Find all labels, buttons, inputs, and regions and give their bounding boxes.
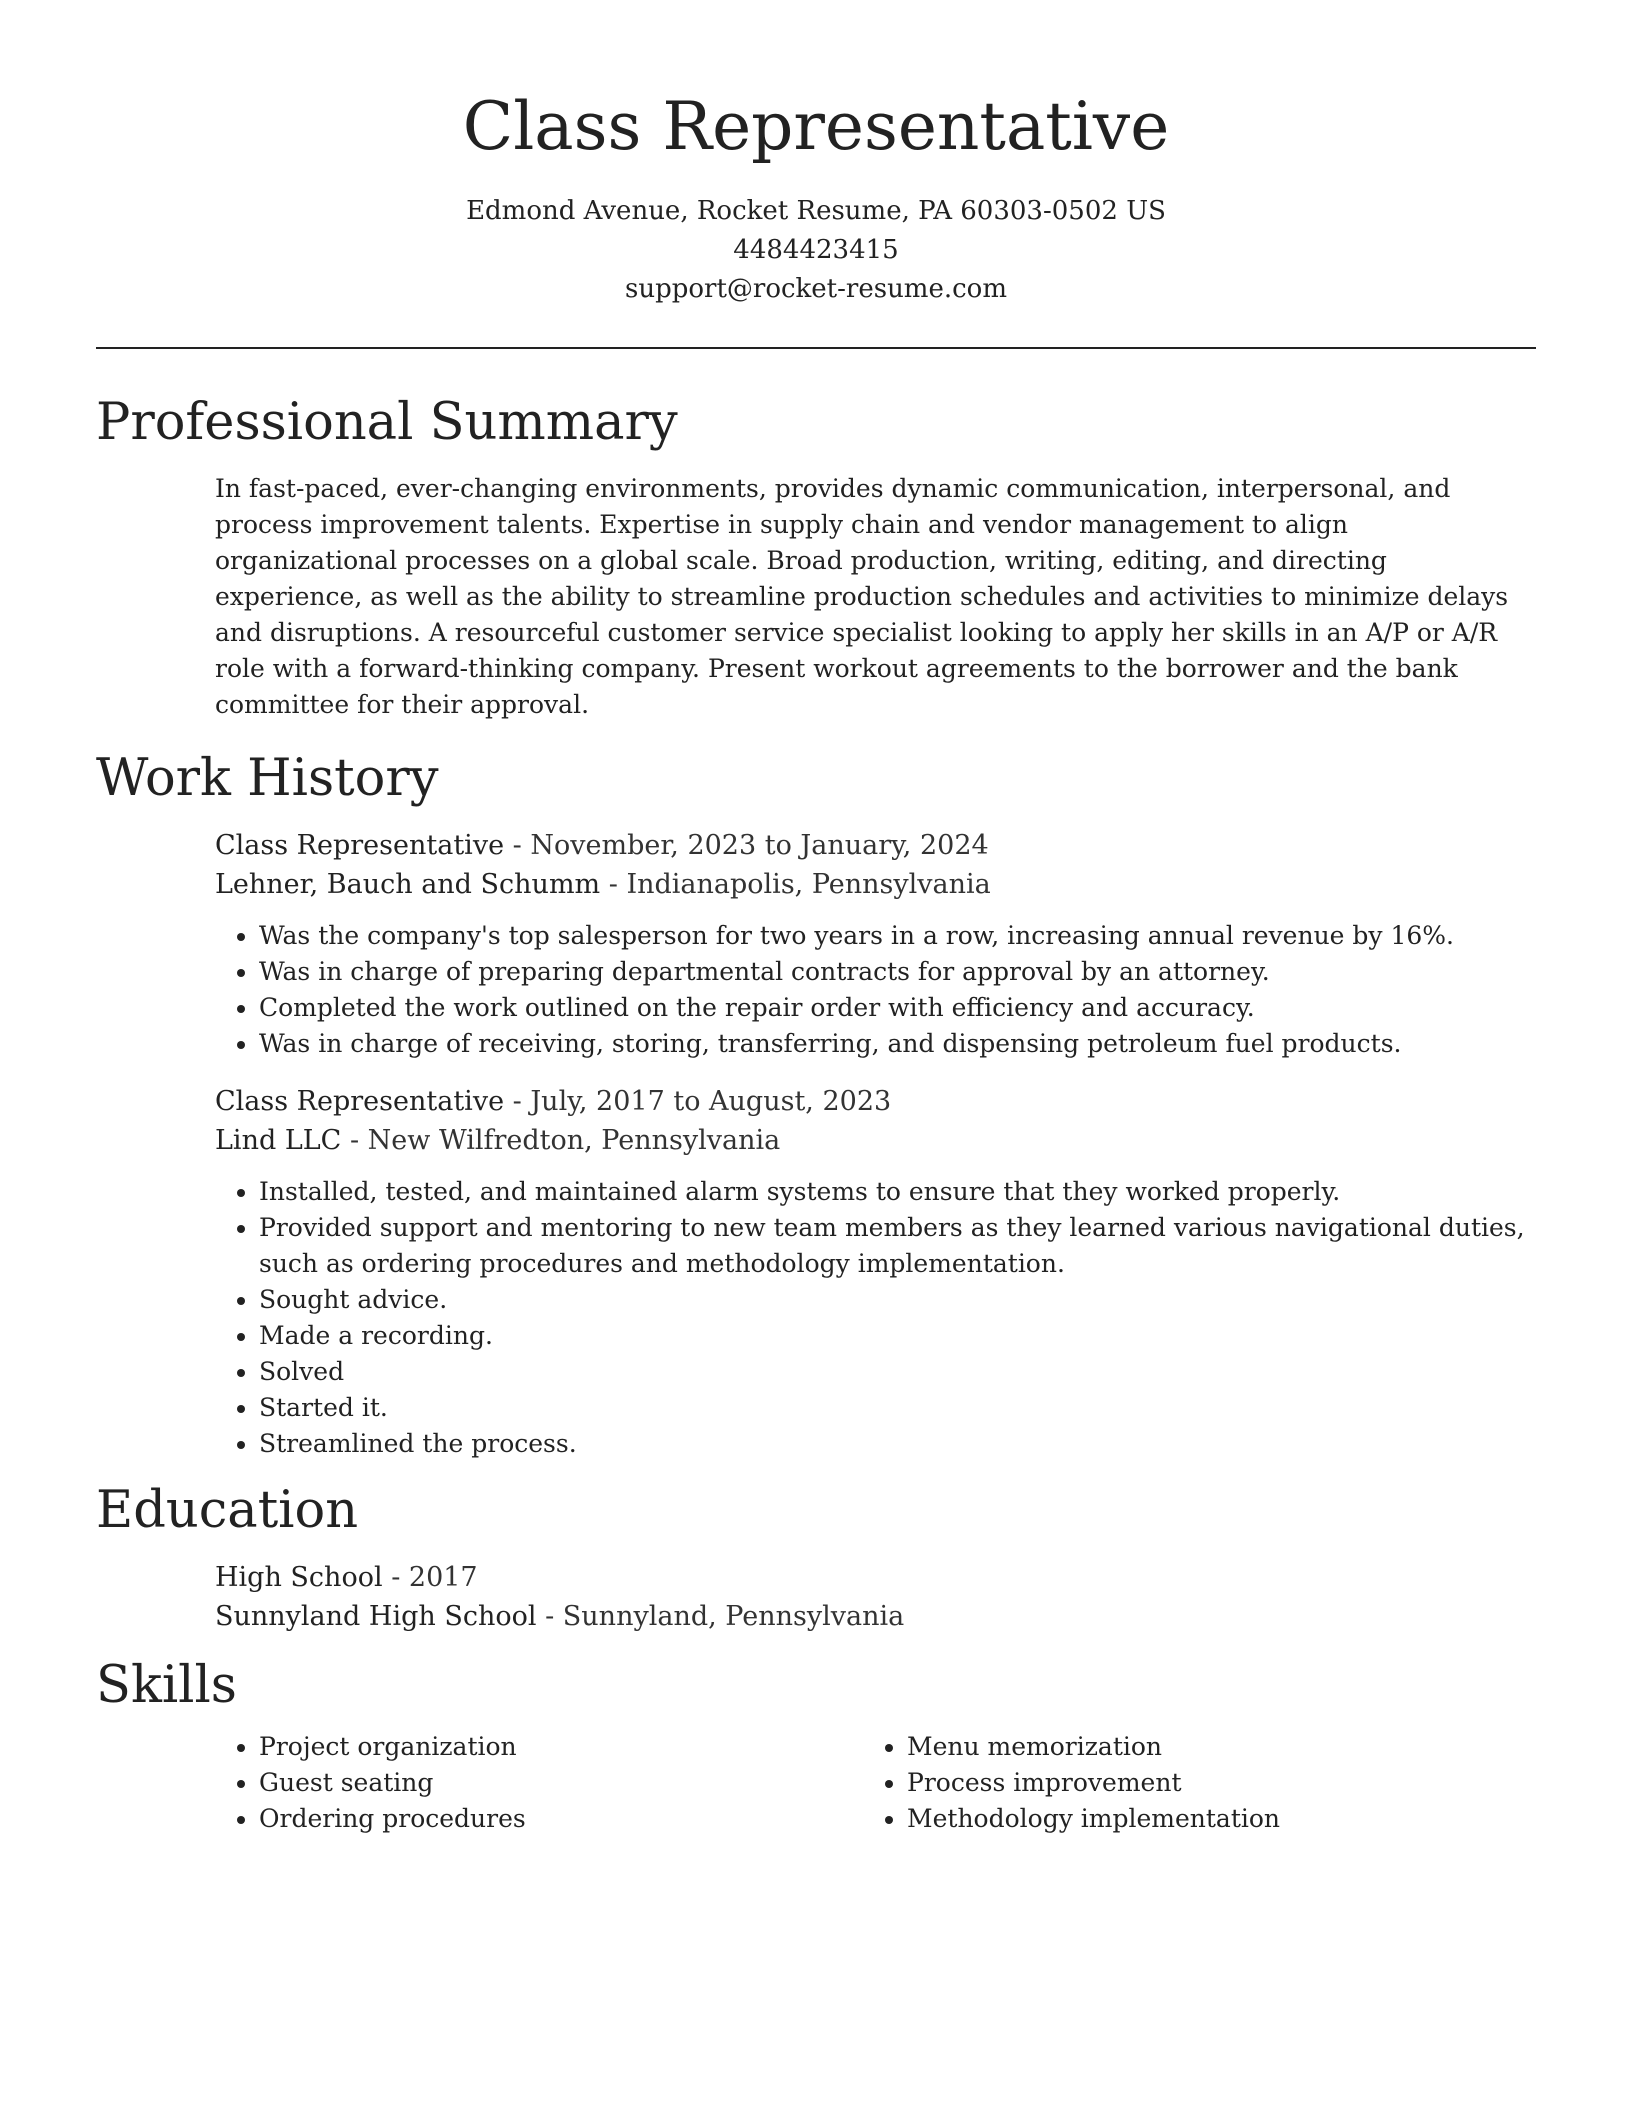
contact-block — [96, 192, 1536, 309]
skill-item: • Menu memorization — [907, 1729, 1467, 1765]
summary-text: In fast-paced, ever-changing environments, provides dynamic communication, interpersonal, and process improvement talents. Expertise in supply chain and vendor management to align organizational processes on a global scale. Broad production, writing, editing, and directing experience, as well as the ability to streamline production schedules and activities to minimize delays and disruptions. A resourceful customer service specialist looking to apply her skills in an A/P or A/R role with a forward-thinking company. Present workout agreements to the borrower and the bank committee for their approval. — [215, 474, 1509, 719]
duty-item: • Provided support and mentoring to new team members as they learned various navigational duties, such as ordering procedures and methodology implementation. — [259, 1210, 1536, 1282]
skill-item: • Guest seating — [259, 1765, 863, 1801]
skill-item: • Project organization — [259, 1729, 863, 1765]
duty-item: • Sought advice. — [259, 1282, 1536, 1318]
duty-item: • Installed, tested, and maintained alarm systems to ensure that they worked properly. — [259, 1174, 1536, 1210]
job-entry — [215, 1082, 1536, 1462]
job-location: - New Wilfredton, Pennsylvania — [349, 1125, 781, 1156]
duty-item: • Made a recording. — [259, 1318, 1536, 1354]
header-divider — [96, 347, 1536, 349]
skills-column-left — [215, 1729, 863, 1837]
job-company: Lind LLC — [215, 1125, 342, 1156]
degree: High School — [215, 1562, 383, 1593]
job-location: - Indianapolis, Pennsylvania — [608, 869, 991, 900]
duty-item: • Was the company's top salesperson for two years in a row, increasing annual revenue by 16%. — [259, 918, 1536, 954]
email: support@rocket-resume.com — [624, 274, 1007, 304]
job-company-line — [215, 1121, 1536, 1160]
resume-header — [96, 0, 1536, 309]
skills-list — [215, 1729, 1536, 1837]
job-role: Class Representative — [215, 830, 505, 861]
degree-line — [215, 1558, 1536, 1597]
summary-heading: Professional Summary — [96, 393, 678, 452]
phone: 4484423415 — [733, 235, 899, 265]
skills-column-right — [863, 1729, 1467, 1837]
job-company: Lehner, Bauch and Schumm — [215, 869, 601, 900]
skill-item: • Process improvement — [907, 1765, 1467, 1801]
job-dates: - November, 2023 to January, 2024 — [512, 830, 989, 861]
job-title-line — [215, 1082, 1536, 1121]
job-duties — [215, 1174, 1536, 1462]
skills-heading: Skills — [96, 1656, 237, 1715]
job-duties — [215, 918, 1536, 1062]
skill-item: • Methodology implementation — [907, 1801, 1467, 1837]
duty-item: • Streamlined the process. — [259, 1426, 1536, 1462]
education-entry — [215, 1558, 1536, 1636]
duty-item: • Was in charge of receiving, storing, transferring, and dispensing petroleum fuel products. — [259, 1026, 1536, 1062]
school-name: Sunnyland High School — [215, 1601, 537, 1632]
graduation-year: - 2017 — [391, 1562, 478, 1593]
duty-item: • Was in charge of preparing departmental contracts for approval by an attorney. — [259, 954, 1536, 990]
candidate-name: Class Representative — [462, 88, 1170, 165]
duty-item: • Started it. — [259, 1390, 1536, 1426]
address: Edmond Avenue, Rocket Resume, PA 60303-0502 US — [466, 196, 1166, 226]
job-dates: - July, 2017 to August, 2023 — [512, 1086, 892, 1117]
duty-item: • Completed the work outlined on the repair order with efficiency and accuracy. — [259, 990, 1536, 1026]
job-title-line — [215, 826, 1536, 865]
education-heading: Education — [96, 1481, 359, 1540]
duty-item: • Solved — [259, 1354, 1536, 1390]
job-company-line — [215, 865, 1536, 904]
school-line — [215, 1597, 1536, 1636]
skill-item: • Ordering procedures — [259, 1801, 863, 1837]
work-history-heading: Work History — [96, 749, 439, 808]
job-entry — [215, 826, 1536, 1062]
school-location: - Sunnyland, Pennsylvania — [545, 1601, 905, 1632]
job-role: Class Representative — [215, 1086, 505, 1117]
